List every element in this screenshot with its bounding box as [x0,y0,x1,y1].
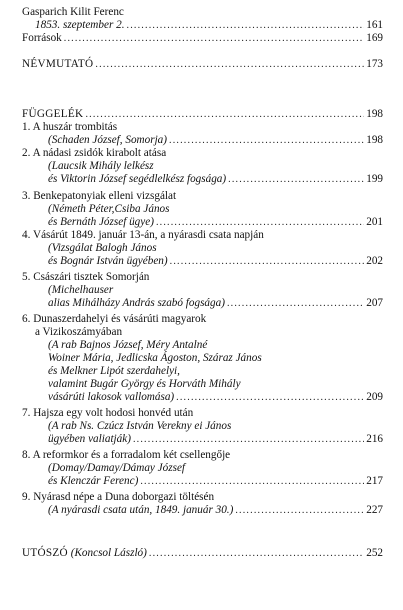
toc-entry [22,19,383,32]
page-number: 199 [366,173,383,185]
toc-item-detail: (A rab Bajnos József, Méry Antalné [48,339,208,351]
toc-entry [22,58,383,71]
toc-item-detail: és Klenczár Ferenc) [48,475,139,487]
toc-item-last-line [22,475,383,488]
toc-entry-title: NÉVMUTATÓ [22,58,94,70]
leader-dots [140,475,364,488]
leader-dots [149,547,364,560]
page-number: 173 [366,58,383,70]
toc-item-detail: és Viktorin József segédlelkész fogsága) [48,173,227,185]
toc-entry-subtitle: 1853. szeptember 2. [35,19,125,31]
toc-entry [22,32,383,45]
toc-item-detail: ügyében valiatják) [48,433,131,445]
toc-item-detail: Woiner Mária, Jedlicska Ágoston, Száraz János [48,352,262,364]
toc-item-title: 6. Dunaszerdahelyi és vásárúti magyarok [22,313,207,325]
toc-item-last-line [22,391,383,404]
leader-dots [127,19,365,32]
page-number: 207 [366,297,383,309]
leader-dots [169,134,364,147]
toc-item-last-line [22,255,383,268]
page-number: 252 [366,547,383,559]
toc-item-detail: vásárúti lakosok vallomása) [48,391,175,403]
toc-item-title: 3. Benkepatonyiak elleni vizsgálat [22,190,177,202]
page-number: 198 [366,108,383,120]
leader-dots [235,504,364,517]
leader-dots [85,108,364,121]
toc-item-detail: valamint Bugár György és Horváth Mihály [48,378,241,390]
toc-entry-title: Források [22,32,62,44]
leader-dots [156,216,364,229]
page-number: 216 [366,433,383,445]
page-number: 198 [366,134,383,146]
toc-item-detail: alias Mihálházy András szabó fogsága) [48,297,225,309]
toc-item-title: 9. Nyárasd népe a Duna doborgazi töltésén [22,491,215,503]
toc-section [22,108,383,121]
toc-item-title: 7. Hajsza egy volt hodosi honvéd után [22,407,194,419]
toc-item-detail: (A nyárasdi csata után, 1849. január 30.) [48,504,234,516]
toc-section-title: FÜGGELÉK [22,108,84,120]
toc-item-title-cont: a Vizikoszámyában [35,326,123,338]
toc-entry-title: Gasparich Kilit Ferenc [22,6,124,18]
toc-item-detail: és Melkner Lipót szerdahelyi, [48,365,180,377]
toc-item-detail: (Domay/Damay/Dámay József [48,462,186,474]
leader-dots [227,297,364,310]
utoszo-author: (Koncsol László) [70,547,147,559]
leader-dots [176,391,364,404]
toc-item-detail: (Vizsgálat Balogh János [48,242,157,254]
toc-item-last-line [22,504,383,517]
toc [22,6,383,560]
page-number: 217 [366,475,383,487]
page-number: 227 [366,504,383,516]
toc-item-title: 4. Vásárút 1849. január 13-án, a nyárasdi csata napján [22,229,264,241]
toc-entry-title [22,547,147,560]
page-number: 209 [366,391,383,403]
toc-item-last-line [22,173,383,186]
leader-dots [170,255,365,268]
toc-item-title: 1. A huszár trombitás [22,121,118,133]
toc-item-detail: (Németh Péter,Csiba János [48,203,170,215]
page-number: 201 [366,216,383,228]
leader-dots [95,58,364,71]
toc-entry [22,547,383,560]
toc-item-last-line [22,297,383,310]
toc-item-detail: és Bernáth József ügye) [48,216,154,228]
toc-item-detail: (A rab Ns. Czúcz István Verekny ei János [48,420,232,432]
toc-item-detail: (Michelhauser [48,284,114,296]
page-number: 169 [366,32,383,44]
page-number: 202 [366,255,383,267]
toc-item-detail: és Bognár István ügyében) [48,255,168,267]
toc-item-detail: (Laucsik Mihály lelkész [48,160,154,172]
page-number: 161 [366,19,383,31]
toc-item-title: 5. Császári tisztek Somorján [22,271,150,283]
leader-dots [64,32,364,45]
toc-item-title: 8. A reformkor és a forradalom két csellengője [22,449,231,461]
toc-item-last-line [22,433,383,446]
toc-item-last-line [22,134,383,147]
leader-dots [228,173,364,186]
leader-dots [133,433,364,446]
utoszo-title: UTÓSZÓ [22,547,68,559]
toc-item-detail: (Schaden József, Somorja) [48,134,167,146]
toc-item-last-line [22,216,383,229]
toc-item-title: 2. A nádasi zsidók kirabolt atása [22,147,167,159]
